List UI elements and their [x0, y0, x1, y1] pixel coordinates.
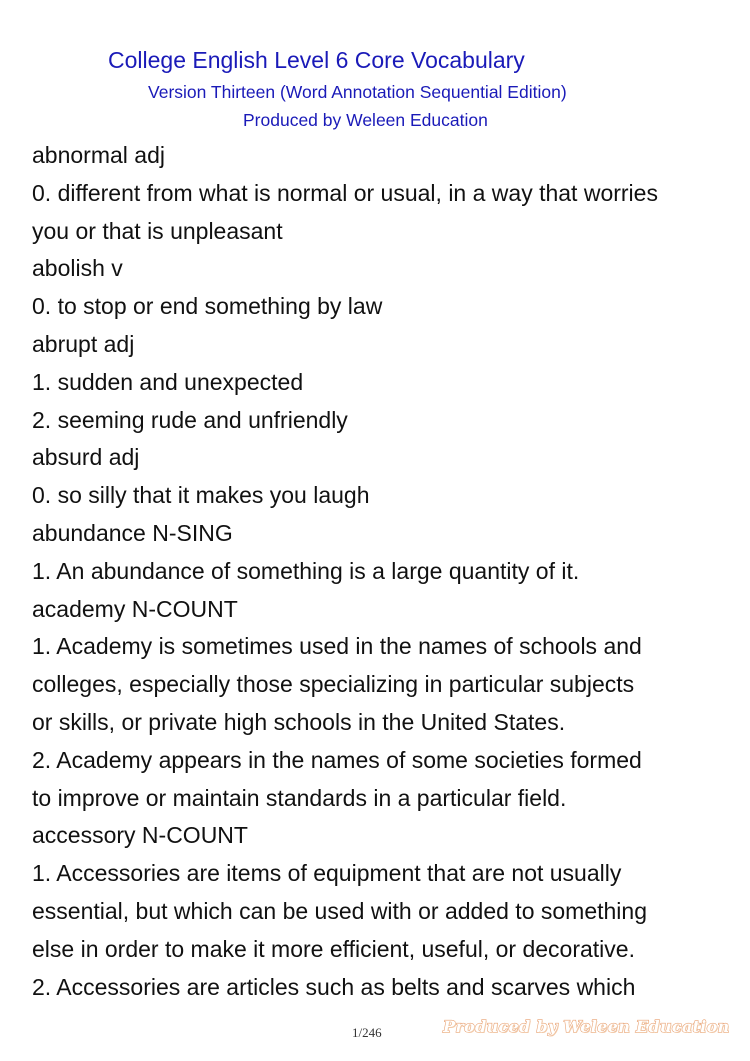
- page-number: 1/246: [352, 1025, 382, 1040]
- entry-headword: abnormal adj: [32, 142, 165, 168]
- entry-definition: or skills, or private high schools in the United States.: [32, 708, 566, 735]
- entry-definition: 1. Accessories are items of equipment that are not usually: [32, 860, 622, 887]
- entry-definition: colleges, especially those specializing in particular subjects: [32, 671, 635, 698]
- entry-headword: absurd adj: [32, 444, 140, 471]
- entry-definition: to improve or maintain standards in a particular field.: [32, 784, 567, 811]
- entry-definition: 1. Academy is sometimes used in the names of schools and: [32, 633, 642, 660]
- entry-definition: 0. different from what is normal or usual, in a way that worries: [32, 179, 658, 206]
- entry-definition: 0. to stop or end something by law: [32, 293, 383, 320]
- vocabulary-list: [32, 137, 732, 1006]
- entry-definition: 2. Academy appears in the names of some societies formed: [32, 746, 642, 773]
- entry-definition: essential, but which can be used with or added to something: [32, 897, 647, 924]
- watermark-logo: Produced by Weleen Education: [443, 1017, 730, 1036]
- entry-headword: abundance N-SING: [32, 519, 233, 546]
- entry-definition: 1. An abundance of something is a large quantity of it.: [32, 557, 580, 584]
- entry-headword: abrupt adj: [32, 330, 135, 357]
- producer-line: Produced by Weleen Education: [243, 110, 488, 130]
- entry-definition: you or that is unpleasant: [32, 217, 283, 244]
- document-title: College English Level 6 Core Vocabulary: [108, 47, 525, 73]
- entry-definition: 2. Accessories are articles such as belts and scarves which: [32, 973, 636, 1000]
- entry-headword: academy N-COUNT: [32, 595, 238, 622]
- entry-definition: 0. so silly that it makes you laugh: [32, 482, 370, 509]
- entry-definition: 1. sudden and unexpected: [32, 368, 304, 395]
- entry-definition: else in order to make it more efficient, useful, or decorative.: [32, 935, 635, 962]
- entry-headword: abolish v: [32, 255, 123, 282]
- entry-headword: accessory N-COUNT: [32, 822, 248, 849]
- document-subtitle: Version Thirteen (Word Annotation Sequential Edition): [148, 82, 567, 102]
- entry-definition: 2. seeming rude and unfriendly: [32, 406, 348, 433]
